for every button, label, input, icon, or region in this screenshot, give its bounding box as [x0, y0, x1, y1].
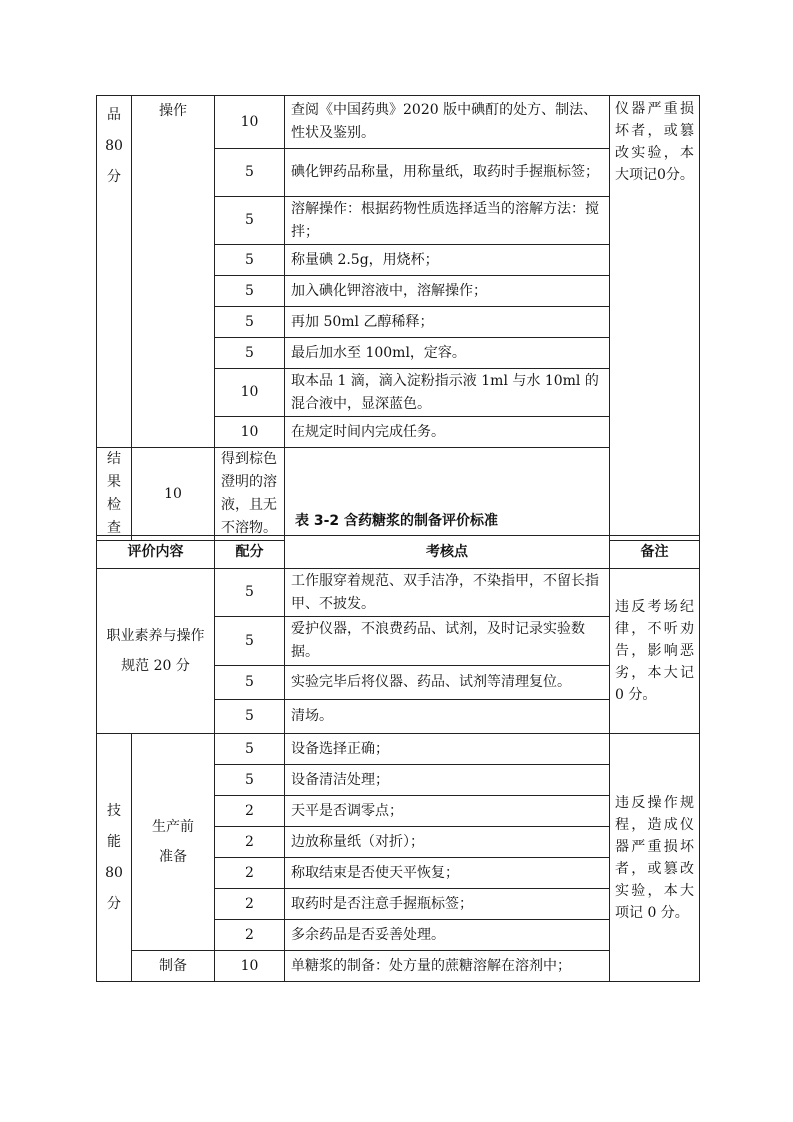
table-caption: 表 3-2 含药糖浆的制备评价标准	[294, 513, 499, 529]
score-cell: 5	[215, 617, 285, 666]
score-cell: 5	[215, 734, 285, 765]
group-preparation-cell: 生产前准备	[132, 734, 215, 951]
score-cell: 5	[215, 276, 285, 307]
score-cell: 5	[215, 765, 285, 796]
group-result-check-cell: 结果检查	[97, 448, 132, 541]
check-point-cell: 在规定时间内完成任务。	[285, 417, 610, 448]
group-preparation-make-cell: 制备	[132, 951, 215, 982]
check-point-cell: 称量碘 2.5g，用烧杯；	[285, 245, 610, 276]
check-point-cell: 单糖浆的制备：处方量的蔗糖溶解在溶剂中；	[285, 951, 610, 982]
header-check-point: 考核点	[285, 536, 610, 569]
check-point-cell: 取药时是否注意手握瓶标签；	[285, 889, 610, 920]
check-point-cell: 多余药品是否妥善处理。	[285, 920, 610, 951]
header-remark: 备注	[610, 536, 700, 569]
check-point-cell: 碘化钾药品称量，用称量纸，取药时手握瓶标签；	[285, 149, 610, 197]
header-score: 配分	[215, 536, 285, 569]
score-cell: 2	[215, 858, 285, 889]
syrup-evaluation-table	[96, 535, 700, 982]
score-cell: 10	[215, 369, 285, 417]
check-point-cell: 设备清洁处理；	[285, 765, 610, 796]
check-point-cell: 加入碘化钾溶液中，溶解操作；	[285, 276, 610, 307]
check-point-cell: 清场。	[285, 700, 610, 734]
remark-cell: 仪器严重损坏者，或篡改实验，本大项记0分。	[610, 96, 700, 541]
check-point-cell: 查阅《中国药典》2020 版中碘酊的处方、制法、性状及鉴别。	[285, 96, 610, 149]
score-cell: 5	[215, 666, 285, 700]
check-point-cell: 工作服穿着规范、双手洁净，不染指甲，不留长指甲、不披发。	[285, 569, 610, 617]
score-cell: 5	[215, 569, 285, 617]
check-point-cell: 天平是否调零点；	[285, 796, 610, 827]
score-cell: 2	[215, 827, 285, 858]
group-operation-cell: 操作	[132, 96, 215, 448]
section-skill-label: 技 能 80 分	[97, 734, 132, 982]
score-cell: 5	[215, 245, 285, 276]
score-cell: 2	[215, 920, 285, 951]
check-point-cell: 设备选择正确；	[285, 734, 610, 765]
remark-cell: 违反操作规程，造成仪器严重损坏者，或篡改实验，本大项记 0 分。	[610, 734, 700, 982]
check-point-cell: 爱护仪器，不浪费药品、试剂，及时记录实验数据。	[285, 617, 610, 666]
score-cell: 2	[215, 796, 285, 827]
check-point-cell: 再加 50ml 乙醇稀释；	[285, 307, 610, 338]
check-point-cell: 溶解操作：根据药物性质选择适当的溶解方法：搅拌；	[285, 197, 610, 245]
score-cell: 10	[215, 96, 285, 149]
category-skill-cell: 品 80 分	[97, 96, 132, 448]
score-cell: 10	[132, 448, 215, 541]
check-point-cell: 得到棕色澄明的溶液，且无不溶物。	[215, 448, 285, 541]
check-point-cell: 取本品 1 滴，滴入淀粉指示液 1ml 与水 10ml 的混合液中，显深蓝色。	[285, 369, 610, 417]
header-content: 评价内容	[97, 536, 215, 569]
check-point-cell: 称取结束是否使天平恢复；	[285, 858, 610, 889]
evaluation-table-continued	[96, 95, 700, 541]
score-cell: 10	[215, 951, 285, 982]
check-point-cell: 实验完毕后将仪器、药品、试剂等清理复位。	[285, 666, 610, 700]
score-cell: 2	[215, 889, 285, 920]
score-cell: 10	[215, 417, 285, 448]
check-point-cell: 最后加水至 100ml，定容。	[285, 338, 610, 369]
score-cell: 5	[215, 197, 285, 245]
score-cell: 5	[215, 307, 285, 338]
remark-cell: 违反考场纪律，不听劝告，影响恶劣，本大记 0 分。	[610, 569, 700, 734]
section-professional-label: 职业素养与操作规范 20 分	[97, 569, 215, 734]
score-cell: 5	[215, 338, 285, 369]
score-cell: 5	[215, 149, 285, 197]
check-point-cell: 边放称量纸（对折）；	[285, 827, 610, 858]
score-cell: 5	[215, 700, 285, 734]
